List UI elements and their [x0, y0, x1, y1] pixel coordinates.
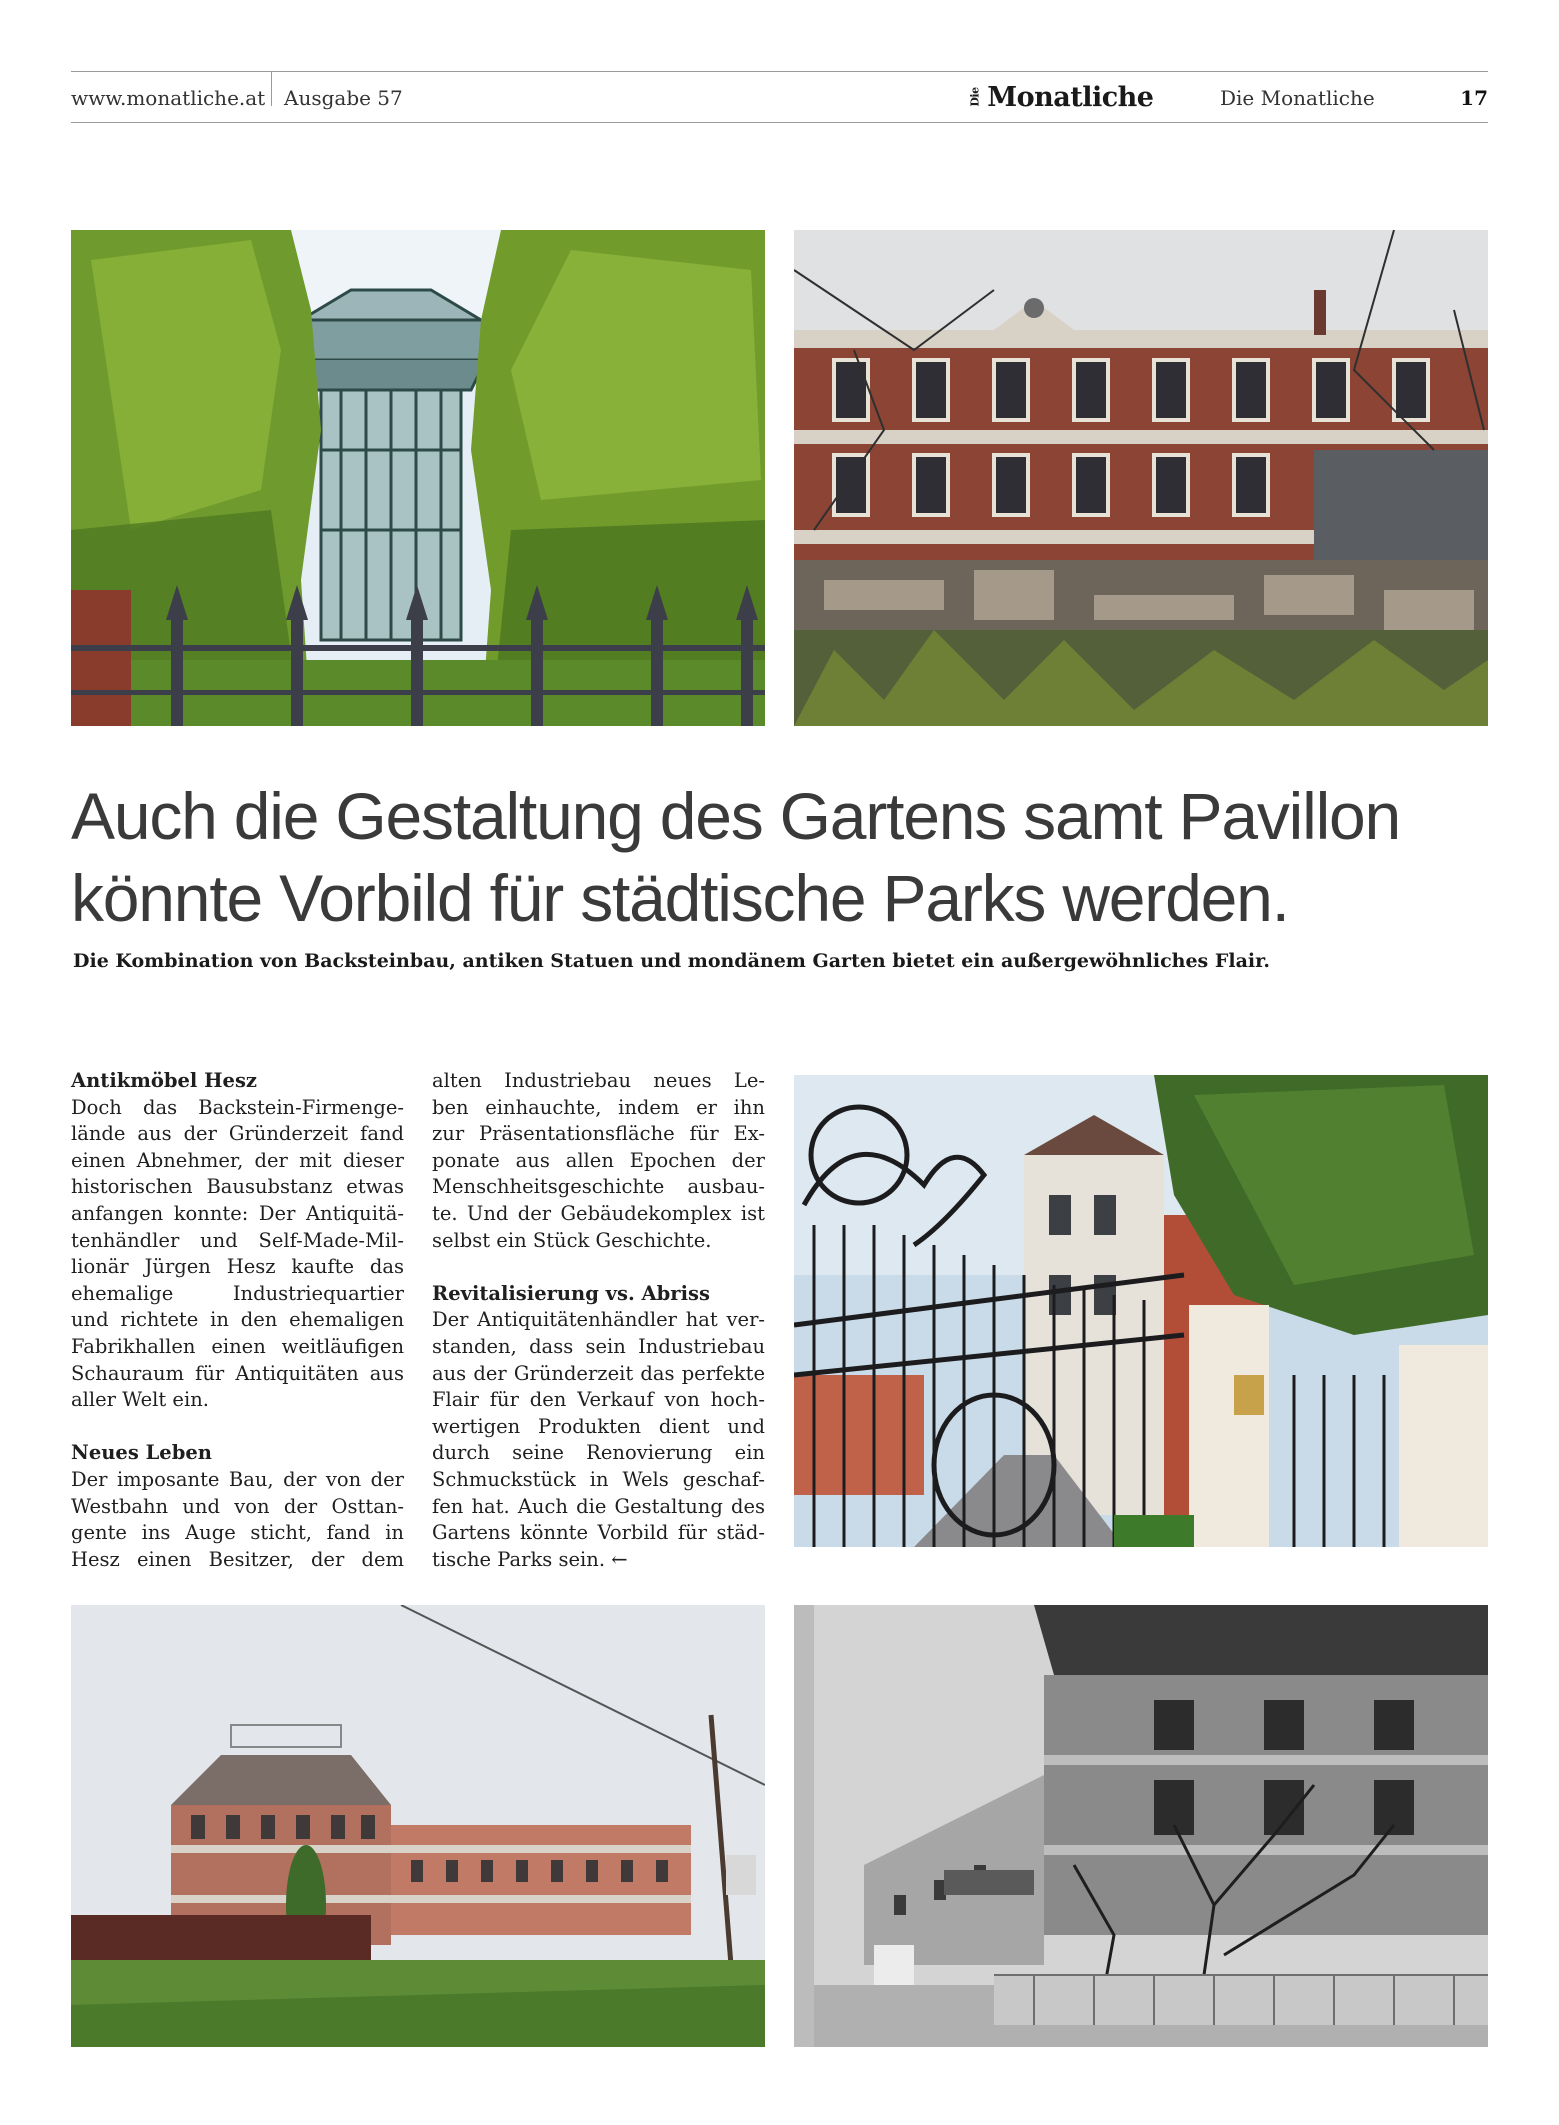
text-line: ben einhauchte, indem er ihn: [432, 1095, 765, 1119]
text-line: ponate aus allen Epochen der: [432, 1148, 765, 1172]
page-number: 17: [1460, 86, 1488, 110]
header-bottom-rule: [71, 122, 1488, 123]
section-heading: Neues Leben: [71, 1441, 212, 1465]
photo-historic-factory-bw: [794, 1605, 1488, 2047]
text-line: selbst ein Stück Geschichte.: [432, 1228, 712, 1252]
article-column-1: [71, 1068, 404, 1573]
photo-brick-factory: [794, 230, 1488, 726]
text-line: zur Präsentationsfläche für Ex-: [432, 1122, 765, 1146]
text-line: Schmuckstück in Wels geschaf-: [432, 1467, 765, 1491]
headline-line-1: Auch die Gestaltung des Gartens samt Pavillon: [71, 779, 1401, 853]
text-line: durch seine Renovierung ein: [432, 1441, 765, 1465]
photo-ornamental-gate: [794, 1075, 1488, 1547]
text-line: gente ins Auge sticht, fand in: [71, 1521, 404, 1545]
header-separator: [271, 72, 272, 106]
paragraph-gap: [432, 1254, 765, 1281]
text-line: fen hat. Auch die Gestaltung des: [432, 1494, 765, 1518]
text-line: Flair für den Verkauf von hoch-: [432, 1388, 765, 1412]
text-line: Menschheitsgeschichte ausbau-: [432, 1175, 765, 1199]
article-headline: [71, 775, 1488, 939]
text-line: Westbahn und von der Osttan-: [71, 1494, 404, 1518]
header-issue: Ausgabe 57: [284, 86, 403, 110]
article-subheadline: Die Kombination von Backsteinbau, antiken Statuen und mondänem Garten bietet ein außergewöhnliches Flair.: [73, 950, 1270, 972]
text-line: Der Antiquitätenhändler hat ver-: [432, 1308, 765, 1332]
header-top-rule: [71, 71, 1488, 72]
text-line: anfangen konnte: Der Antiquitä-: [71, 1201, 404, 1225]
article-column-2: [432, 1068, 765, 1573]
section-heading: Revitalisierung vs. Abriss: [432, 1281, 710, 1305]
section-heading: Antikmöbel Hesz: [71, 1069, 257, 1092]
text-line: alten Industriebau neues Le-: [432, 1069, 765, 1092]
text-line: te. Und der Gebäudekomplex ist: [432, 1201, 765, 1225]
header-publication-name: Die Monatliche: [1220, 86, 1375, 110]
text-line: standen, dass sein Industriebau: [432, 1334, 765, 1358]
text-line-end: tische Parks sein. ←: [432, 1547, 628, 1571]
logo-text: Monatliche: [987, 82, 1154, 113]
text-line: ehemalige Industriequartier: [71, 1281, 404, 1305]
text-line: Hesz einen Besitzer, der dem: [71, 1547, 404, 1571]
headline-line-2: könnte Vorbild für städtische Parks werden.: [71, 861, 1289, 935]
paragraph-gap: [71, 1414, 404, 1441]
photo-historic-factory-color: [71, 1605, 765, 2047]
text-line: historischen Bausubstanz etwas: [71, 1175, 404, 1199]
text-line: Der imposante Bau, der von der: [71, 1467, 404, 1491]
photo-glass-pavilion: [71, 230, 765, 726]
logo-small-text: Die: [968, 87, 982, 107]
text-line: aus der Gründerzeit das perfekte: [432, 1361, 765, 1385]
text-line: tenhändler und Self-Made-Mil-: [71, 1228, 404, 1252]
text-line: einen Abnehmer, der mit dieser: [71, 1148, 404, 1172]
text-line: und richtete in den ehemaligen: [71, 1308, 404, 1332]
text-line: Fabrikhallen einen weitläufigen: [71, 1334, 404, 1358]
text-line: Schauraum für Antiquitäten aus: [71, 1361, 404, 1385]
text-line: Gartens könnte Vorbild für städ-: [432, 1521, 765, 1545]
header-url[interactable]: www.monatliche.at: [71, 86, 266, 110]
text-line: Doch das Backstein-Firmenge-: [71, 1095, 404, 1119]
publication-logo: [966, 78, 1153, 118]
text-line: wertigen Produkten dient und: [432, 1414, 765, 1438]
text-line: aller Welt ein.: [71, 1388, 209, 1412]
text-line: lionär Jürgen Hesz kaufte das: [71, 1255, 404, 1279]
text-line: lände aus der Gründerzeit fand: [71, 1122, 404, 1146]
